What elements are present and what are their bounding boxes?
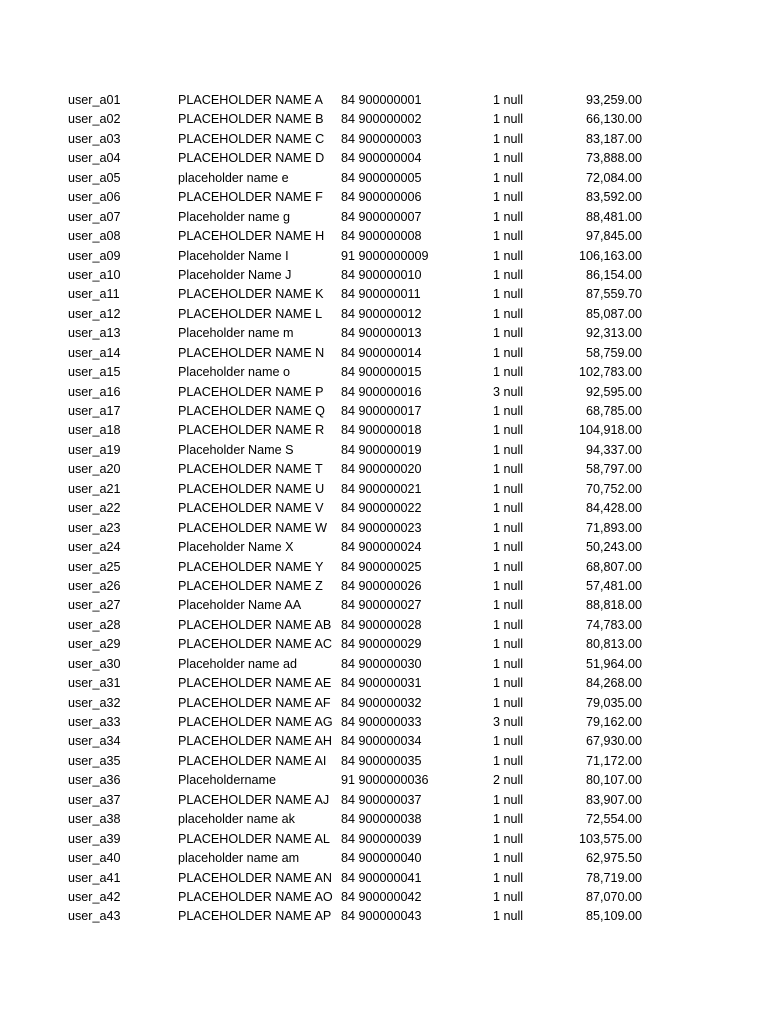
amount-cell: 51,964.00 <box>585 656 642 671</box>
phone-cell: 84 900000041 <box>341 870 422 885</box>
phone-cell: 84 900000042 <box>341 889 422 904</box>
flag-cell: 1 null <box>493 870 524 885</box>
username-cell: user_a13 <box>68 326 121 341</box>
table-row <box>0 441 768 460</box>
table-row <box>0 305 768 324</box>
full-name-cell: PLACEHOLDER NAME K <box>178 287 324 302</box>
flag-cell: 1 null <box>493 326 524 341</box>
phone-cell: 84 900000015 <box>341 365 422 380</box>
username-cell: user_a08 <box>68 229 121 244</box>
phone-cell: 84 900000030 <box>341 656 422 671</box>
phone-cell: 84 900000019 <box>341 442 422 457</box>
amount-cell: 87,559.70 <box>585 287 642 302</box>
amount-cell: 72,084.00 <box>585 170 642 185</box>
table-row <box>0 907 768 926</box>
username-cell: user_a16 <box>68 384 121 399</box>
phone-cell: 84 900000003 <box>341 131 422 146</box>
table-row <box>0 869 768 888</box>
table-row <box>0 266 768 285</box>
full-name-cell: PLACEHOLDER NAME H <box>178 229 325 244</box>
username-cell: user_a12 <box>68 306 121 321</box>
table-row <box>0 247 768 266</box>
username-cell: user_a37 <box>68 792 121 807</box>
phone-cell: 84 900000008 <box>341 229 422 244</box>
username-cell: user_a25 <box>68 559 121 574</box>
phone-cell: 84 900000043 <box>341 909 422 924</box>
full-name-cell: PLACEHOLDER NAME AG <box>178 715 333 729</box>
table-row <box>0 791 768 810</box>
phone-cell: 84 900000014 <box>341 345 422 360</box>
username-cell: user_a43 <box>68 909 121 924</box>
phone-cell: 84 900000040 <box>341 851 422 866</box>
flag-cell: 1 null <box>493 287 524 302</box>
flag-cell: 1 null <box>493 656 524 671</box>
phone-cell: 84 900000010 <box>341 267 422 282</box>
flag-cell: 1 null <box>493 267 524 282</box>
phone-cell: 84 900000004 <box>341 151 422 166</box>
flag-cell: 1 null <box>493 442 524 457</box>
full-name-cell: placeholder name am <box>178 851 300 866</box>
username-cell: user_a11 <box>68 287 120 302</box>
amount-cell: 70,752.00 <box>585 481 642 496</box>
amount-cell: 79,162.00 <box>585 715 642 729</box>
table-row <box>0 849 768 868</box>
flag-cell: 1 null <box>493 190 524 205</box>
username-cell: user_a10 <box>68 267 121 282</box>
amount-cell: 80,107.00 <box>585 773 642 788</box>
data-table <box>0 91 768 927</box>
amount-cell: 50,243.00 <box>585 540 642 555</box>
amount-cell: 104,918.00 <box>578 423 642 438</box>
phone-cell: 84 900000001 <box>341 93 422 107</box>
phone-cell: 84 900000029 <box>341 637 422 652</box>
phone-cell: 84 900000021 <box>341 481 422 496</box>
phone-cell: 91 9000000036 <box>341 773 429 788</box>
amount-cell: 84,428.00 <box>585 501 642 516</box>
username-cell: user_a09 <box>68 248 121 263</box>
full-name-cell: Placeholder name m <box>178 326 294 341</box>
username-cell: user_a02 <box>68 112 121 127</box>
username-cell: user_a22 <box>68 501 121 516</box>
table-row <box>0 421 768 440</box>
full-name-cell: PLACEHOLDER NAME AL <box>178 831 330 846</box>
phone-cell: 84 900000011 <box>341 287 421 302</box>
phone-cell: 84 900000012 <box>341 306 422 321</box>
phone-cell: 84 900000007 <box>341 209 422 224</box>
table-row <box>0 519 768 538</box>
full-name-cell: PLACEHOLDER NAME AF <box>178 695 331 710</box>
table-row <box>0 538 768 557</box>
table-row <box>0 635 768 654</box>
amount-cell: 58,759.00 <box>585 345 642 360</box>
flag-cell: 1 null <box>493 170 524 185</box>
full-name-cell: Placeholder name g <box>178 209 291 224</box>
phone-cell: 84 900000022 <box>341 501 422 516</box>
full-name-cell: PLACEHOLDER NAME AN <box>178 870 332 885</box>
flag-cell: 1 null <box>493 423 524 438</box>
full-name-cell: Placeholdername <box>178 773 277 788</box>
amount-cell: 92,595.00 <box>585 384 642 399</box>
table-row <box>0 558 768 577</box>
table-row <box>0 91 768 110</box>
flag-cell: 1 null <box>493 345 524 360</box>
phone-cell: 84 900000013 <box>341 326 422 341</box>
table-row <box>0 655 768 674</box>
flag-cell: 1 null <box>493 617 524 632</box>
flag-cell: 1 null <box>493 540 524 555</box>
table-row <box>0 363 768 382</box>
amount-cell: 85,109.00 <box>585 909 642 924</box>
phone-cell: 84 900000028 <box>341 617 422 632</box>
table-row <box>0 227 768 246</box>
phone-cell: 84 900000018 <box>341 423 422 438</box>
table-row <box>0 149 768 168</box>
flag-cell: 1 null <box>493 598 524 613</box>
phone-cell: 84 900000026 <box>341 578 422 593</box>
username-cell: user_a33 <box>68 715 121 729</box>
username-cell: user_a39 <box>68 831 121 846</box>
flag-cell: 1 null <box>493 578 524 593</box>
phone-cell: 91 9000000009 <box>341 248 429 263</box>
flag-cell: 1 null <box>493 676 524 691</box>
full-name-cell: PLACEHOLDER NAME AP <box>178 909 332 924</box>
amount-cell: 67,930.00 <box>585 734 642 749</box>
full-name-cell: PLACEHOLDER NAME R <box>178 423 325 438</box>
flag-cell: 1 null <box>493 559 524 574</box>
amount-cell: 71,893.00 <box>585 520 642 535</box>
table-row <box>0 460 768 479</box>
username-cell: user_a05 <box>68 170 121 185</box>
full-name-cell: PLACEHOLDER NAME L <box>178 306 323 321</box>
flag-cell: 1 null <box>493 812 524 827</box>
table-row <box>0 169 768 188</box>
full-name-cell: PLACEHOLDER NAME D <box>178 151 325 166</box>
username-cell: user_a26 <box>68 578 121 593</box>
full-name-cell: Placeholder Name X <box>178 540 294 555</box>
table-row <box>0 383 768 402</box>
flag-cell: 1 null <box>493 306 524 321</box>
full-name-cell: Placeholder Name AA <box>178 598 302 613</box>
table-row <box>0 344 768 363</box>
amount-cell: 71,172.00 <box>585 753 642 768</box>
flag-cell: 1 null <box>493 889 524 904</box>
username-cell: user_a35 <box>68 753 121 768</box>
table-row <box>0 771 768 790</box>
flag-cell: 1 null <box>493 792 524 807</box>
phone-cell: 84 900000002 <box>341 112 422 127</box>
flag-cell: 1 null <box>493 695 524 710</box>
full-name-cell: PLACEHOLDER NAME Z <box>178 578 323 593</box>
full-name-cell: PLACEHOLDER NAME N <box>178 345 325 360</box>
table-row <box>0 616 768 635</box>
flag-cell: 1 null <box>493 734 524 749</box>
full-name-cell: PLACEHOLDER NAME AH <box>178 734 332 749</box>
table-row <box>0 752 768 771</box>
table-row <box>0 577 768 596</box>
amount-cell: 83,187.00 <box>585 131 642 146</box>
username-cell: user_a20 <box>68 462 121 477</box>
phone-cell: 84 900000031 <box>341 676 422 691</box>
flag-cell: 3 null <box>493 715 524 729</box>
flag-cell: 1 null <box>493 93 524 107</box>
username-cell: user_a07 <box>68 209 121 224</box>
username-cell: user_a41 <box>68 870 121 885</box>
flag-cell: 1 null <box>493 404 524 418</box>
amount-cell: 74,783.00 <box>585 617 642 632</box>
table-row <box>0 732 768 751</box>
username-cell: user_a03 <box>68 131 121 146</box>
phone-cell: 84 900000023 <box>341 520 422 535</box>
phone-cell: 84 900000032 <box>341 695 422 710</box>
amount-cell: 103,575.00 <box>578 831 642 846</box>
username-cell: user_a40 <box>68 851 121 866</box>
username-cell: user_a31 <box>68 676 121 691</box>
full-name-cell: placeholder name ak <box>178 812 295 827</box>
full-name-cell: Placeholder name o <box>178 365 291 380</box>
table-row <box>0 110 768 129</box>
table-row <box>0 130 768 149</box>
amount-cell: 94,337.00 <box>585 442 642 457</box>
full-name-cell: PLACEHOLDER NAME AB <box>178 617 332 632</box>
username-cell: user_a21 <box>68 481 121 496</box>
amount-cell: 57,481.00 <box>585 578 642 593</box>
username-cell: user_a24 <box>68 540 121 555</box>
flag-cell: 1 null <box>493 209 524 224</box>
username-cell: user_a34 <box>68 734 121 749</box>
flag-cell: 1 null <box>493 501 524 516</box>
flag-cell: 1 null <box>493 520 524 535</box>
table-row <box>0 402 768 421</box>
full-name-cell: Placeholder name ad <box>178 656 298 671</box>
full-name-cell: PLACEHOLDER NAME U <box>178 481 325 496</box>
flag-cell: 1 null <box>493 131 524 146</box>
flag-cell: 1 null <box>493 831 524 846</box>
phone-cell: 84 900000027 <box>341 598 422 613</box>
phone-cell: 84 900000017 <box>341 404 422 418</box>
table-row <box>0 324 768 343</box>
username-cell: user_a42 <box>68 889 121 904</box>
amount-cell: 102,783.00 <box>578 365 642 380</box>
amount-cell: 62,975.50 <box>585 851 642 866</box>
username-cell: user_a23 <box>68 520 121 535</box>
table-row <box>0 285 768 304</box>
amount-cell: 93,259.00 <box>585 93 642 107</box>
table-row <box>0 188 768 207</box>
phone-cell: 84 900000038 <box>341 812 422 827</box>
phone-cell: 84 900000037 <box>341 792 422 807</box>
full-name-cell: PLACEHOLDER NAME F <box>178 190 323 205</box>
phone-cell: 84 900000039 <box>341 831 422 846</box>
username-cell: user_a28 <box>68 617 121 632</box>
phone-cell: 84 900000034 <box>341 734 422 749</box>
username-cell: user_a30 <box>68 656 121 671</box>
full-name-cell: placeholder name e <box>178 170 289 185</box>
full-name-cell: PLACEHOLDER NAME P <box>178 384 324 399</box>
amount-cell: 68,785.00 <box>585 404 642 418</box>
username-cell: user_a32 <box>68 695 121 710</box>
table-row <box>0 888 768 907</box>
username-cell: user_a04 <box>68 151 121 166</box>
flag-cell: 1 null <box>493 365 524 380</box>
table-row <box>0 694 768 713</box>
full-name-cell: PLACEHOLDER NAME AC <box>178 637 332 652</box>
amount-cell: 85,087.00 <box>585 306 642 321</box>
flag-cell: 2 null <box>493 773 524 788</box>
amount-cell: 78,719.00 <box>585 870 642 885</box>
full-name-cell: PLACEHOLDER NAME V <box>178 501 324 516</box>
username-cell: user_a15 <box>68 365 121 380</box>
table-row <box>0 810 768 829</box>
username-cell: user_a14 <box>68 345 121 360</box>
username-cell: user_a17 <box>68 404 121 418</box>
flag-cell: 1 null <box>493 229 524 244</box>
amount-cell: 86,154.00 <box>585 267 642 282</box>
phone-cell: 84 900000025 <box>341 559 422 574</box>
amount-cell: 80,813.00 <box>585 637 642 652</box>
username-cell: user_a19 <box>68 442 121 457</box>
full-name-cell: PLACEHOLDER NAME W <box>178 520 328 535</box>
table-row <box>0 596 768 615</box>
flag-cell: 1 null <box>493 151 524 166</box>
full-name-cell: PLACEHOLDER NAME Q <box>178 404 325 418</box>
full-name-cell: PLACEHOLDER NAME Y <box>178 559 324 574</box>
full-name-cell: PLACEHOLDER NAME AE <box>178 676 332 691</box>
amount-cell: 83,592.00 <box>585 190 642 205</box>
username-cell: user_a27 <box>68 598 121 613</box>
amount-cell: 58,797.00 <box>585 462 642 477</box>
flag-cell: 1 null <box>493 909 524 924</box>
amount-cell: 88,481.00 <box>585 209 642 224</box>
amount-cell: 106,163.00 <box>578 248 642 263</box>
amount-cell: 88,818.00 <box>585 598 642 613</box>
phone-cell: 84 900000016 <box>341 384 422 399</box>
flag-cell: 1 null <box>493 112 524 127</box>
full-name-cell: PLACEHOLDER NAME T <box>178 462 323 477</box>
flag-cell: 1 null <box>493 462 524 477</box>
table-row <box>0 499 768 518</box>
amount-cell: 68,807.00 <box>585 559 642 574</box>
flag-cell: 1 null <box>493 753 524 768</box>
phone-cell: 84 900000005 <box>341 170 422 185</box>
username-cell: user_a36 <box>68 773 121 788</box>
username-cell: user_a29 <box>68 637 121 652</box>
flag-cell: 1 null <box>493 851 524 866</box>
amount-cell: 87,070.00 <box>585 889 642 904</box>
full-name-cell: PLACEHOLDER NAME AI <box>178 753 327 768</box>
amount-cell: 66,130.00 <box>585 112 642 127</box>
table-row <box>0 674 768 693</box>
username-cell: user_a18 <box>68 423 121 438</box>
full-name-cell: PLACEHOLDER NAME A <box>178 93 323 107</box>
table-row <box>0 713 768 732</box>
table-row <box>0 830 768 849</box>
flag-cell: 1 null <box>493 481 524 496</box>
full-name-cell: Placeholder Name S <box>178 442 294 457</box>
phone-cell: 84 900000006 <box>341 190 422 205</box>
username-cell: user_a01 <box>68 93 121 107</box>
amount-cell: 83,907.00 <box>585 792 642 807</box>
full-name-cell: PLACEHOLDER NAME B <box>178 112 324 127</box>
amount-cell: 79,035.00 <box>585 695 642 710</box>
amount-cell: 97,845.00 <box>585 229 642 244</box>
username-cell: user_a06 <box>68 190 121 205</box>
username-cell: user_a38 <box>68 812 121 827</box>
amount-cell: 92,313.00 <box>585 326 642 341</box>
phone-cell: 84 900000035 <box>341 753 422 768</box>
full-name-cell: Placeholder Name I <box>178 248 289 263</box>
full-name-cell: PLACEHOLDER NAME AJ <box>178 792 330 807</box>
phone-cell: 84 900000020 <box>341 462 422 477</box>
amount-cell: 73,888.00 <box>585 151 642 166</box>
phone-cell: 84 900000024 <box>341 540 422 555</box>
amount-cell: 72,554.00 <box>585 812 642 827</box>
full-name-cell: PLACEHOLDER NAME C <box>178 131 325 146</box>
full-name-cell: Placeholder Name J <box>178 267 292 282</box>
table-row <box>0 480 768 499</box>
flag-cell: 1 null <box>493 637 524 652</box>
flag-cell: 1 null <box>493 248 524 263</box>
phone-cell: 84 900000033 <box>341 715 422 729</box>
table-row <box>0 208 768 227</box>
full-name-cell: PLACEHOLDER NAME AO <box>178 889 333 904</box>
flag-cell: 3 null <box>493 384 524 399</box>
amount-cell: 84,268.00 <box>585 676 642 691</box>
